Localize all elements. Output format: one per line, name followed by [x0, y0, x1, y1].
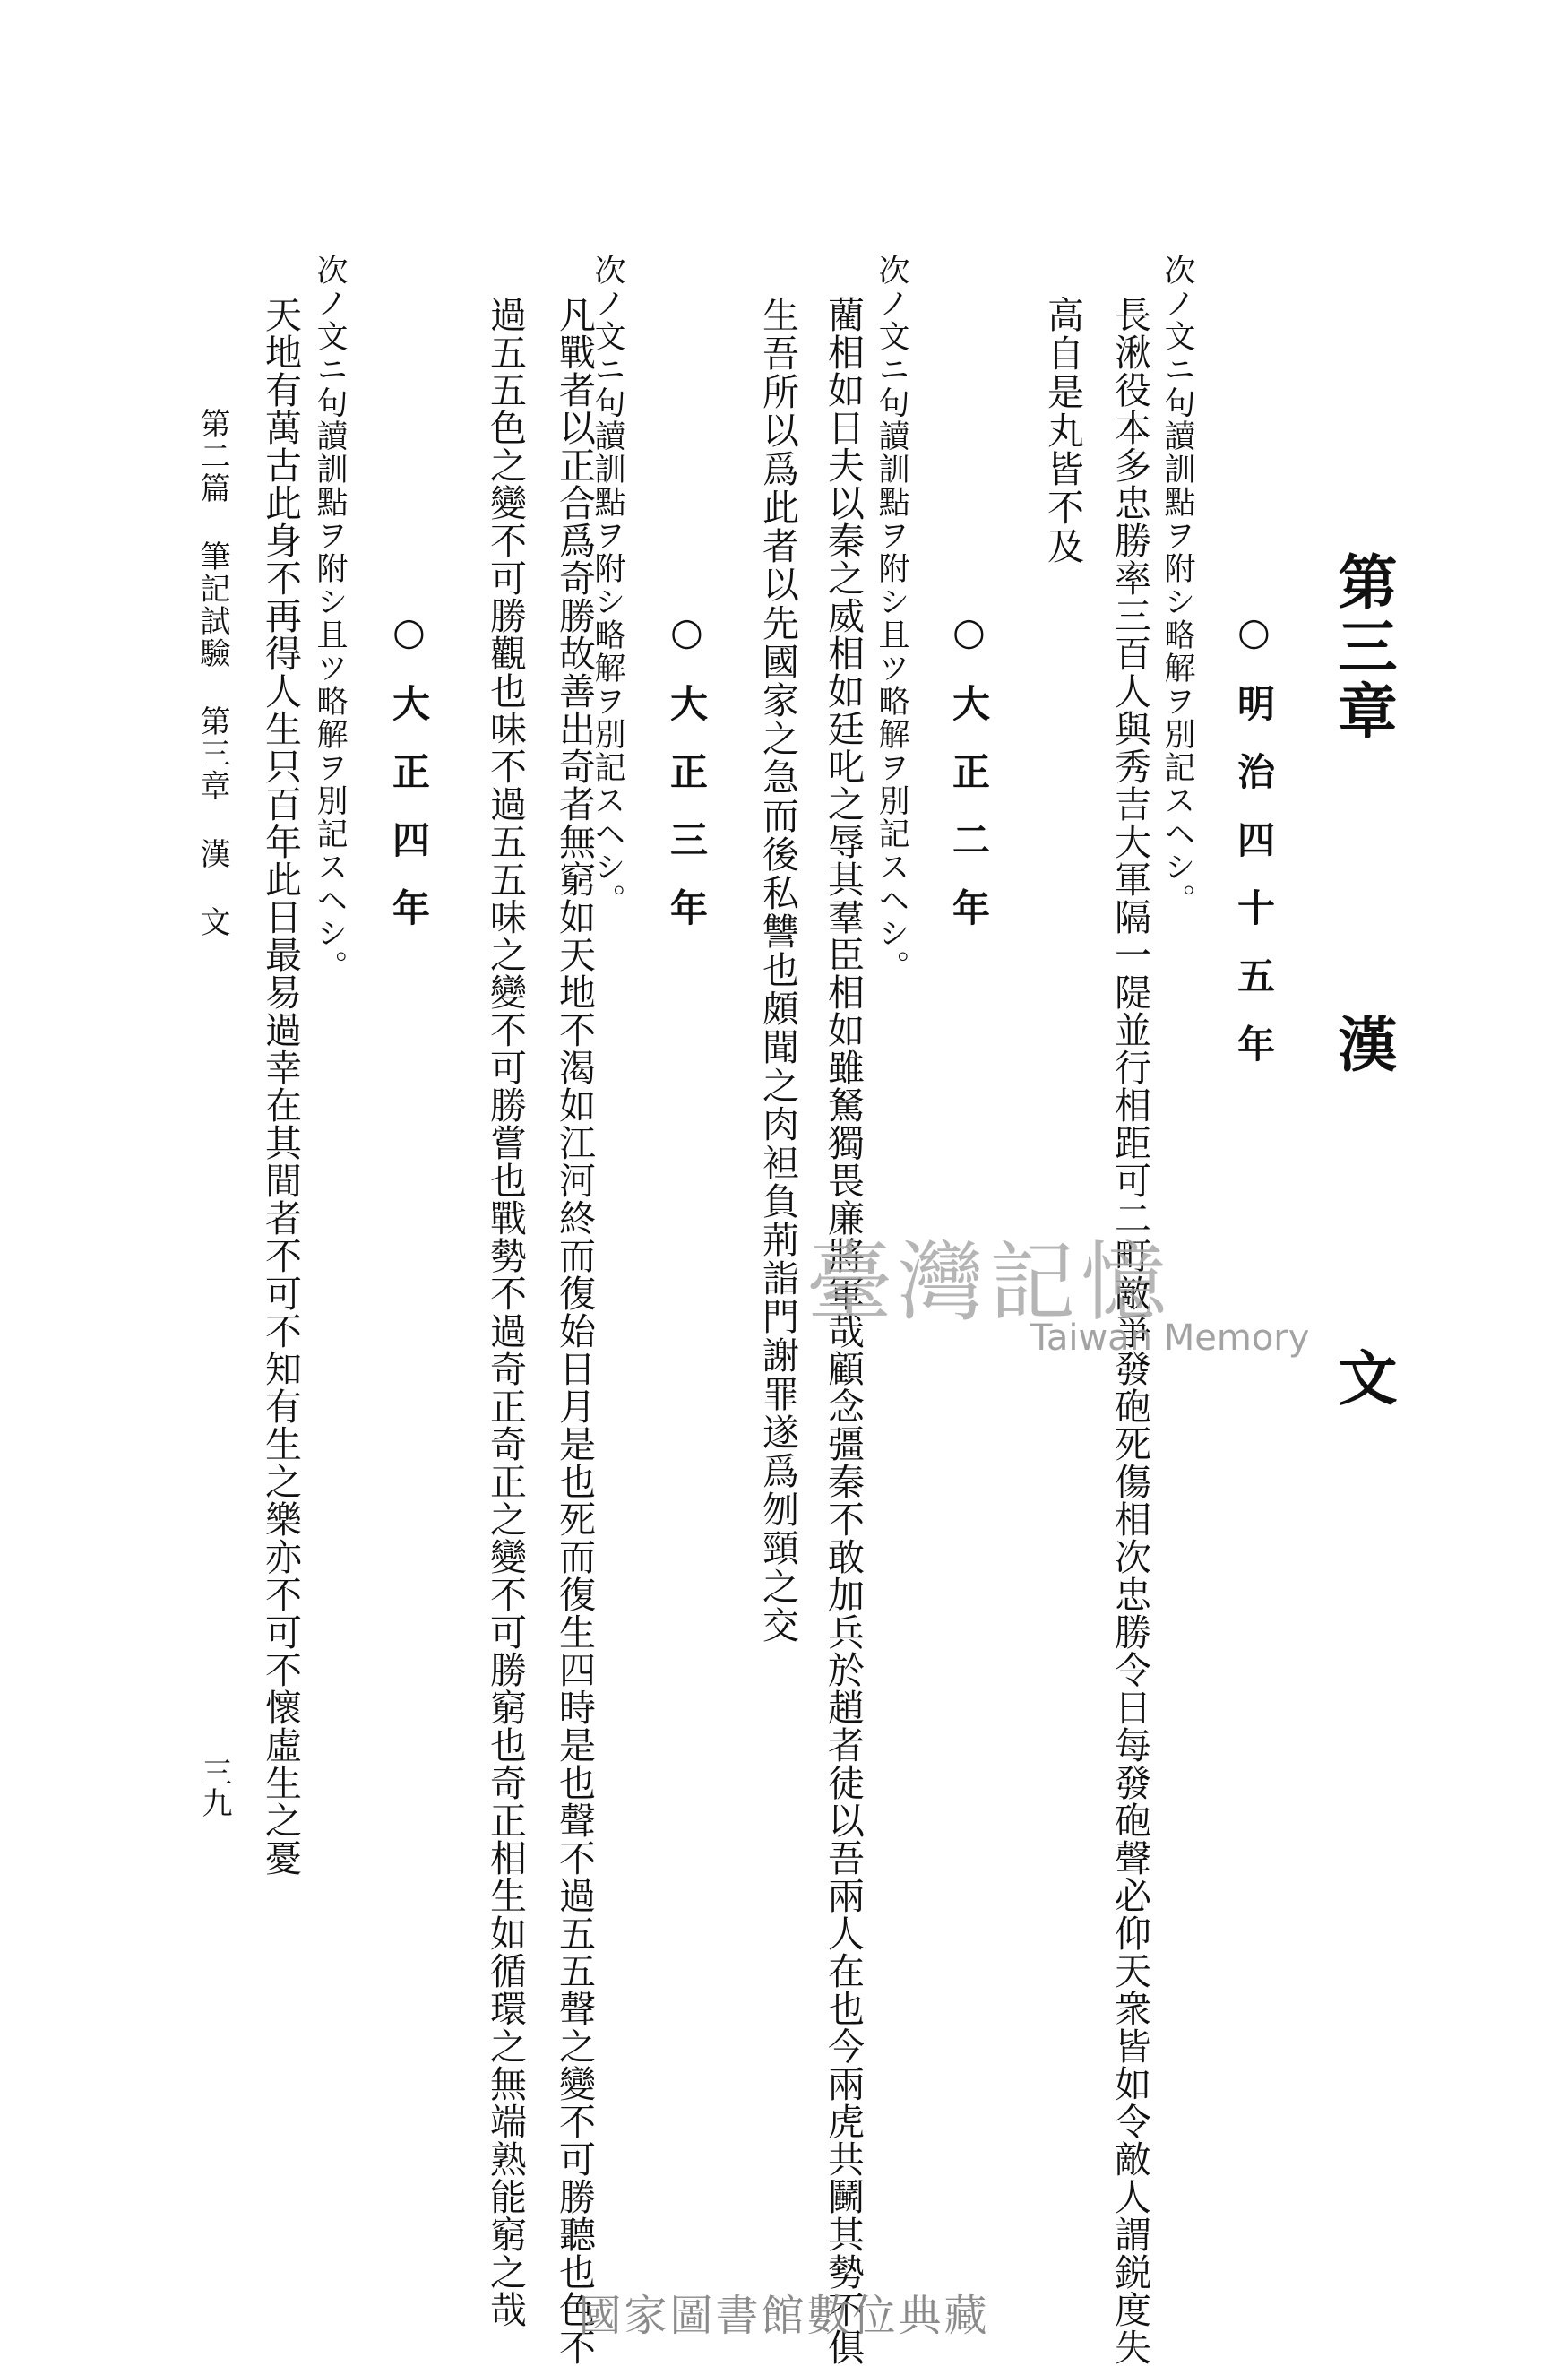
chapter-title — [1328, 551, 1398, 1412]
footer-chapter: 第三章 — [194, 705, 230, 802]
section-year-heading: ○大正四年 — [387, 609, 431, 956]
chapter-subject-2: 文 — [1328, 1347, 1398, 1412]
watermark-logo-text: 臺灣記憶 — [806, 1232, 1172, 1333]
footer-subject-a: 漢 — [194, 838, 230, 870]
section-instruction: 次ノ文ニ句讀訓點ヲ附シ且ツ略解ヲ別記スヘシ。 — [312, 254, 348, 983]
section-year-heading: ○大正三年 — [665, 609, 709, 956]
exam-text-line: 生吾所以爲此者以先國家之急而後私讐也頗聞之肉袒負荊詣門謝罪遂爲刎頸之交 — [756, 296, 799, 1645]
exam-text-line: 凡戰者以正合爲奇勝故善出奇者無窮如天地不渴如江河終而復始日月是也死而復生四時是也聲不過五五聲之變不可勝聽也色不 — [553, 296, 596, 2366]
running-footer — [194, 408, 230, 938]
chapter-number: 第三章 — [1328, 551, 1398, 745]
exam-text-line: 過五五色之變不可勝觀也味不過五五味之變不可勝嘗也戰勢不過奇正奇正之變不可勝窮也奇正相生如循環之無端熟能窮之哉 — [484, 296, 527, 2328]
footer-section: 筆記試驗 — [194, 540, 230, 669]
footer-part: 第二篇 — [194, 408, 230, 505]
exam-text-line: 藺相如日夫以秦之威相如廷叱之辱其羣臣相如雖駑獨畏廉將軍哉顧念彊秦不敢加兵於趙者徒以吾兩人在也今兩虎共鬭其勢不俱 — [822, 296, 865, 2366]
section-year-heading: ○大正二年 — [947, 609, 991, 956]
exam-text-line: 長湫役本多忠勝率三百人與秀吉大軍隔一隄並行相距可二町敵爭發砲死傷相次忠勝令日每發砲聲必仰天衆皆如令敵人謂鋭度失 — [1108, 296, 1151, 2366]
digital-collection-banner: 國家圖書館數位典藏 — [578, 2291, 990, 2341]
page-number: 三九 — [196, 1757, 232, 1818]
exam-text-line: 高自是丸皆不及 — [1041, 296, 1084, 566]
section-instruction: 次ノ文ニ句讀訓點ヲ附シ略解ヲ別記スヘシ。 — [590, 254, 625, 917]
section-year-heading: ○明治四十五年 — [1232, 609, 1276, 1092]
watermark-subtitle: Taiwan Memory — [1030, 1317, 1310, 1359]
chapter-subject-1: 漢 — [1328, 1014, 1398, 1078]
section-instruction: 次ノ文ニ句讀訓點ヲ附シ略解ヲ別記スヘシ。 — [1159, 254, 1195, 917]
section-instruction: 次ノ文ニ句讀訓點ヲ附シ且ツ略解ヲ別記スヘシ。 — [874, 254, 909, 983]
exam-text-line: 天地有萬古此身不再得人生只百年此日最易過幸在其間者不可不知有生之樂亦不可不懷虛生之憂 — [259, 296, 302, 1877]
footer-subject-b: 文 — [194, 906, 230, 938]
